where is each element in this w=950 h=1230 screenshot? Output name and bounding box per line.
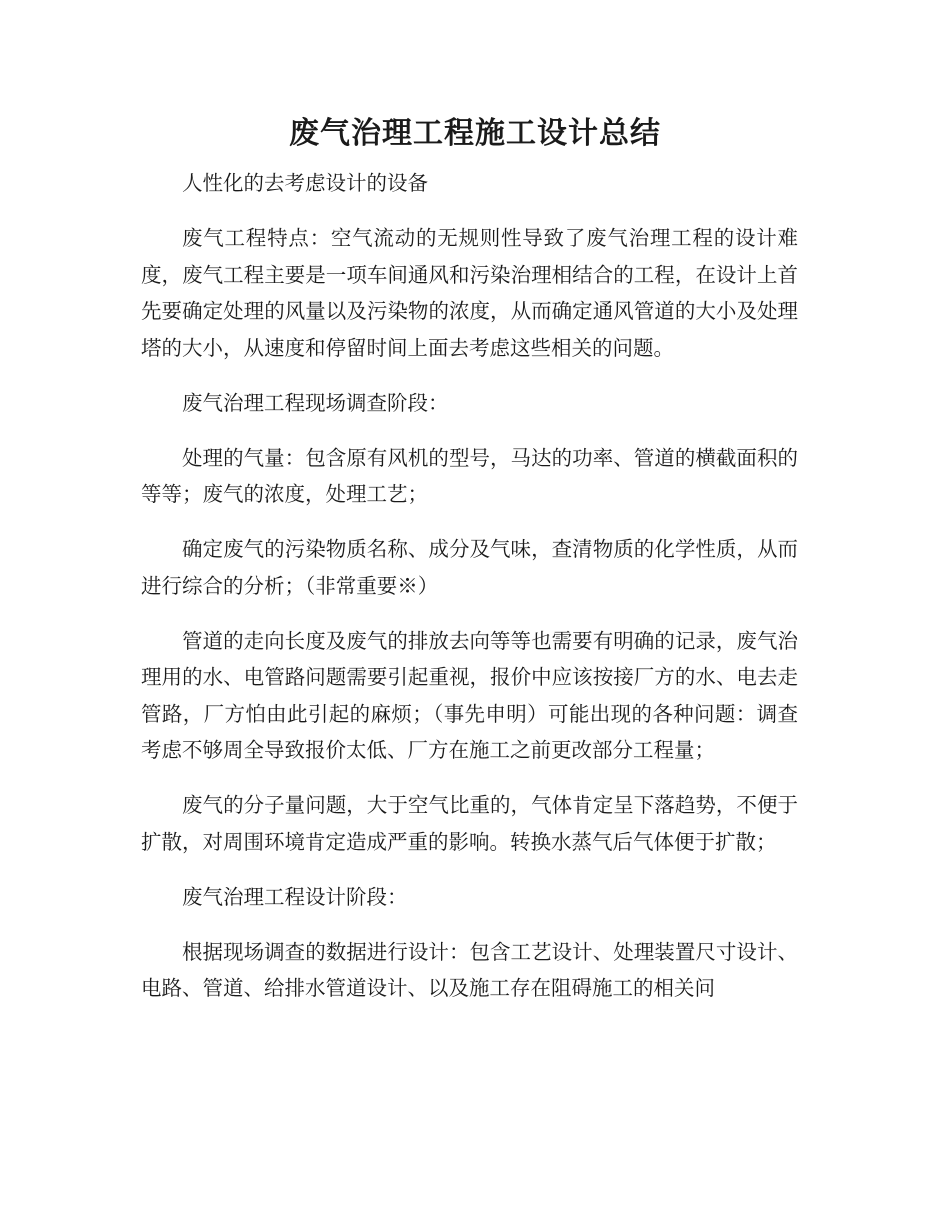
document-title: 废气治理工程施工设计总结 bbox=[289, 116, 661, 151]
paragraph-gas-volume: 处理的气量：包含原有风机的型号，马达的功率、管道的横截面积的等等；废气的浓度，处理工艺； bbox=[141, 445, 798, 506]
paragraph-pollutant-identification: 确定废气的污染物质名称、成分及气味，查清物质的化学性质，从而进行综合的分析；（非常重要※） bbox=[141, 537, 798, 598]
paragraph-survey-stage-heading: 废气治理工程现场调查阶段： bbox=[182, 390, 449, 415]
paragraph-pipeline-records: 管道的走向长度及废气的排放去向等等也需要有明确的记录，废气治理用的水、电管路问题需要引起重视，报价中应该按接厂方的水、电去走管路，厂方怕由此引起的麻烦；（事先申明）可能出现的各种问题：调查考虑不够周全导致报价太低、厂方在施工之前更改部分工程量； bbox=[141, 628, 798, 762]
paragraph-molecular-weight: 废气的分子量问题，大于空气比重的，气体肯定呈下落趋势，不便于扩散，对周围环境肯定造成严重的影响。转换水蒸气后气体便于扩散； bbox=[141, 793, 798, 854]
paragraph-engineering-features: 废气工程特点：空气流动的无规则性导致了废气治理工程的设计难度，废气工程主要是一项车间通风和污染治理相结合的工程，在设计上首先要确定处理的风量以及污染物的浓度，从而确定通风管道的大小及处理塔的大小，从速度和停留时间上面去考虑这些相关的问题。 bbox=[141, 226, 798, 360]
paragraph-subtitle: 人性化的去考虑设计的设备 bbox=[182, 171, 428, 195]
paragraph-design-details: 根据现场调查的数据进行设计：包含工艺设计、处理装置尺寸设计、电路、管道、给排水管道设计、以及施工存在阻碍施工的相关问 bbox=[141, 939, 798, 1000]
paragraph-design-stage-heading: 废气治理工程设计阶段： bbox=[182, 884, 408, 909]
document-body bbox=[141, 165, 798, 1025]
